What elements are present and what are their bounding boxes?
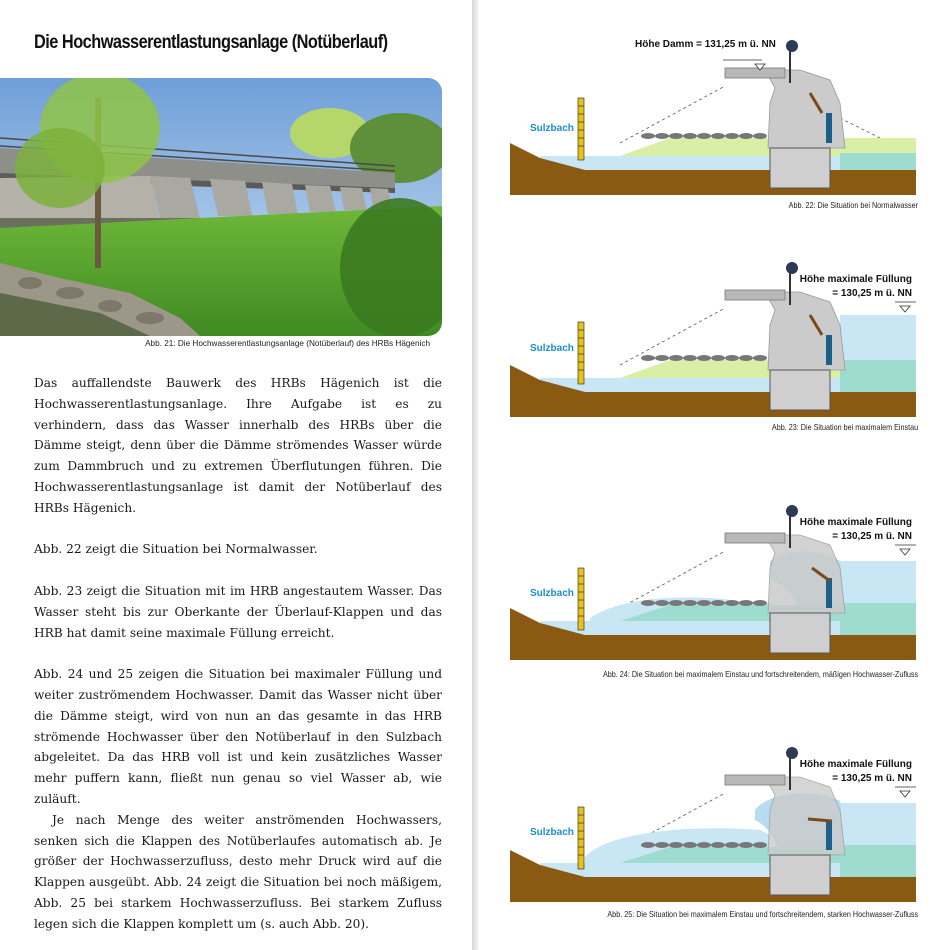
paragraph: Abb. 23 zeigt die Situation mit im HRB angestautem Wasser. Das Wasser steht bis zur Oberkante der Überlauf-Klappen und das HRB hat damit seine maximale Füllung erreicht. — [34, 583, 442, 640]
figure-22 — [500, 28, 918, 203]
river-label: Sulzbach — [530, 827, 574, 838]
figure-25 — [500, 735, 918, 910]
paragraph: Je nach Menge des weiter anströmenden Hochwassers, senken sich die Klappen des Notüberlaufes automatisch ab. Je größer der Hochwasserzufluss, desto mehr Druck wird auf die Klappen ausgeübt. Abb. 24 zeigt die Situation bei noch mäßigem, Abb. 25 bei starkem Hochwasserzufluss. Bei starkem Zufluss legen sich die Klappen komplett um (s. auch Abb. 20). — [34, 812, 442, 931]
level-label-value: = 130,25 m ü. NN — [832, 531, 912, 542]
page-title: Die Hochwasserentlastungsanlage (Notüberlauf) — [34, 32, 388, 53]
figure-24 — [500, 493, 918, 668]
paragraph: Abb. 24 und 25 zeigen die Situation bei maximaler Füllung und weiter zuströmendem Hochwasser. Damit das Wasser nicht über die Dämme steigt, wird von nun an das gesamte in das HRB strömende Hochwasser über den Notüberlauf in den Sulzbach abgeleitet. Da das HRB voll ist und kein zusätzliches Wasser mehr puffern kann, fließt nun genau so viel Wasser ab, wie zuläuft. — [34, 667, 442, 806]
level-label-value: = 130,25 m ü. NN — [832, 773, 912, 784]
body-text — [34, 373, 442, 935]
level-label-value: = 130,25 m ü. NN — [832, 288, 912, 299]
paragraph: Abb. 22 zeigt die Situation bei Normalwasser. — [34, 542, 318, 557]
river-label: Sulzbach — [530, 343, 574, 354]
figure-caption: Abb. 22: Die Situation bei Normalwasser — [788, 201, 918, 210]
river-label: Sulzbach — [530, 588, 574, 599]
river-label: Sulzbach — [530, 123, 574, 134]
level-label: Höhe maximale Füllung — [799, 517, 912, 528]
figure-caption: Abb. 24: Die Situation bei maximalem Einstau und fortschreitendem, mäßigen Hochwasser-Zufluss — [602, 670, 918, 679]
photo-caption: Abb. 21: Die Hochwasserentlastungsanlage (Notüberlauf) des HRBs Hägenich — [145, 339, 430, 348]
level-label: Höhe Damm = 131,25 m ü. NN — [635, 39, 776, 50]
left-page — [0, 0, 472, 950]
figure-23 — [500, 250, 918, 425]
level-label: Höhe maximale Füllung — [799, 274, 912, 285]
level-label: Höhe maximale Füllung — [799, 759, 912, 770]
spillway-photo — [0, 78, 442, 336]
figure-caption: Abb. 25: Die Situation bei maximalem Einstau und fortschreitendem, starken Hochwasser-Zufluss — [607, 910, 918, 919]
paragraph: Das auffallendste Bauwerk des HRBs Hägenich ist die Hochwasserentlastungsanlage. Ihre Aufgabe ist es zu verhindern, dass das Wasser innerhalb des HRBs über die Dämme steigt, denn über die Dämme strömendes Wasser würde zum Dammbruch und zu extremen Überflutungen führen. Die Hochwasserentlastungsanlage ist damit der Notüberlauf des HRBs Hägenich. — [34, 376, 442, 515]
figure-caption: Abb. 23: Die Situation bei maximalem Einstau — [771, 423, 918, 432]
